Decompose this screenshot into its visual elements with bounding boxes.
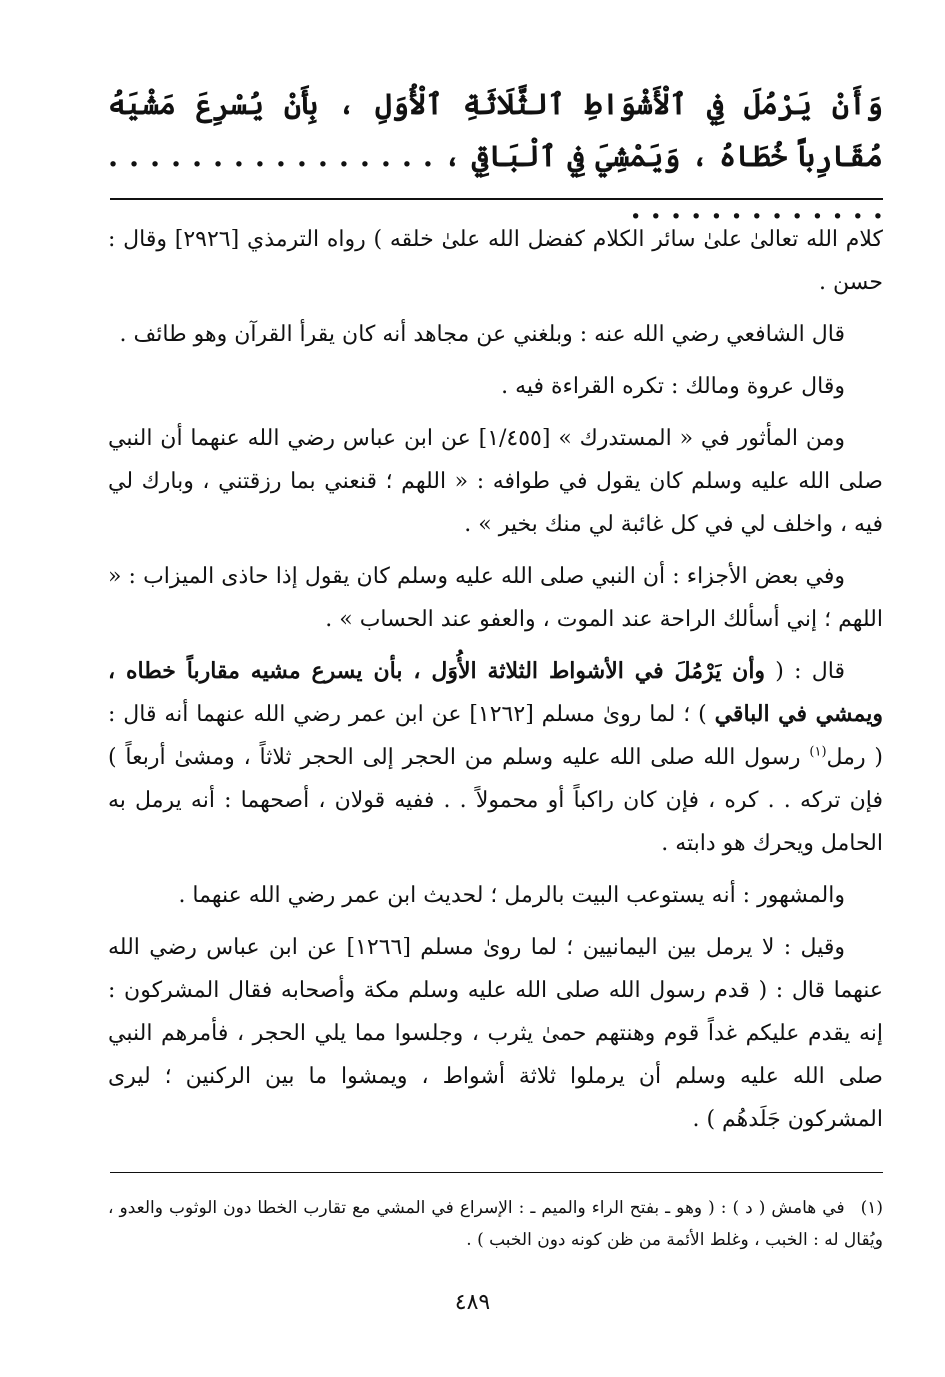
footnote: [108, 1192, 883, 1256]
page-number: ٤٨٩: [454, 1290, 491, 1315]
footnote-reference: (١): [809, 744, 827, 760]
commentary: [108, 218, 883, 1150]
paragraph-2: قال الشافعي رضي الله عنه : وبلغني عن مجاهد أنه كان يقرأ القرآن وهو طائف .: [119, 322, 845, 347]
paragraph-6-middle: ) ؛ لما روىٰ مسلم [١٢٦٢] عن ابن عمر رضي الله عنهما أنه قال : ( رمل: [108, 702, 883, 770]
paragraph-8: وقيل : لا يرمل بين اليمانيين ؛ لما روىٰ مسلم [١٢٦٦] عن ابن عباس رضي الله عنهما قال : ( قدم رسول الله صلى الله عليه وسلم مكة وأصحابه فقال المشركون : إنه يقدم عليكم غداً قوم وهنتهم حمىٰ يثرب ، وجلسوا مما يلي الحجر ، فأمرهم النبي صلى الله عليه وسلم أن يرملوا ثلاثة أشواط ، ويمشوا ما بين الركنين ؛ ليرى المشركون جَلَدهُم ) .: [108, 935, 883, 1132]
matn-separator: [110, 198, 883, 200]
paragraph-7: والمشهور : أنه يستوعب البيت بالرمل ؛ لحديث ابن عمر رضي الله عنهما .: [178, 883, 845, 908]
paragraph-6: [108, 650, 883, 865]
paragraph-5: وفي بعض الأجزاء : أن النبي صلى الله عليه وسلم كان يقول إذا حاذى الميزاب : « اللهم ؛ إني أسألك الراحة عند الموت ، والعفو عند الحساب » .: [108, 564, 883, 632]
footnote-number: (١): [860, 1198, 883, 1218]
quoted-matn: وأن يَرْمُلَ في الأشواط الثلاثة الأُوَل ، بأن يسرع مشيه مقارباً خطاه ، ويمشي في الباقي: [108, 658, 883, 727]
paragraph-6-tail: رسول الله صلى الله عليه وسلم من الحجر إلى الحجر ثلاثاً ، ومشىٰ أربعاً ) فإن تركه . . كره ، فإن كان راكباً أو محمولاً . . ففيه قولان ، أصحهما : أنه يرمل به الحامل ويحرك هو دابته .: [108, 745, 883, 856]
matn-text: وَأَنْ يَرْمُلَ فِي ٱلْأَشْوَاطِ ٱلثَّلَاثَةِ ٱلْأُوَلِ ، بِأَنْ يُسْرِعَ مَشْيَهُ مُقَارِباً خُطَاهُ ، وَيَمْشِيَ فِي ٱلْبَاقِي ، . . . . . . . . . . . . . . . . . . . . . . . . . . . . .: [108, 87, 883, 225]
paragraph-1: كلام الله تعالىٰ علىٰ سائر الكلام كفضل الله علىٰ خلقه ) رواه الترمذي [٢٩٢٦] وقال : حسن .: [108, 227, 883, 295]
paragraph-3: وقال عروة ومالك : تكره القراءة فيه .: [501, 374, 845, 399]
footnote-separator: [110, 1172, 883, 1173]
paragraph-4: ومن المأثور في « المستدرك » [١/٤٥٥] عن ابن عباس رضي الله عنهما أن النبي صلى الله عليه وسلم كان يقول في طوافه : « اللهم ؛ قنعني بما رزقتني ، وبارك لي فيه ، واخلف لي في كل غائبة لي منك بخير » .: [108, 426, 883, 537]
footnote-text: في هامش ( د ) : ( وهو ـ بفتح الراء والميم ـ : الإسراع في المشي مع تقارب الخطا دون الوثوب والعدو ، ويُقال له : الخبب ، وغلط الأئمة من ظن كونه دون الخبب ) .: [108, 1198, 883, 1250]
paragraph-6-lead: قال : (: [765, 659, 845, 684]
